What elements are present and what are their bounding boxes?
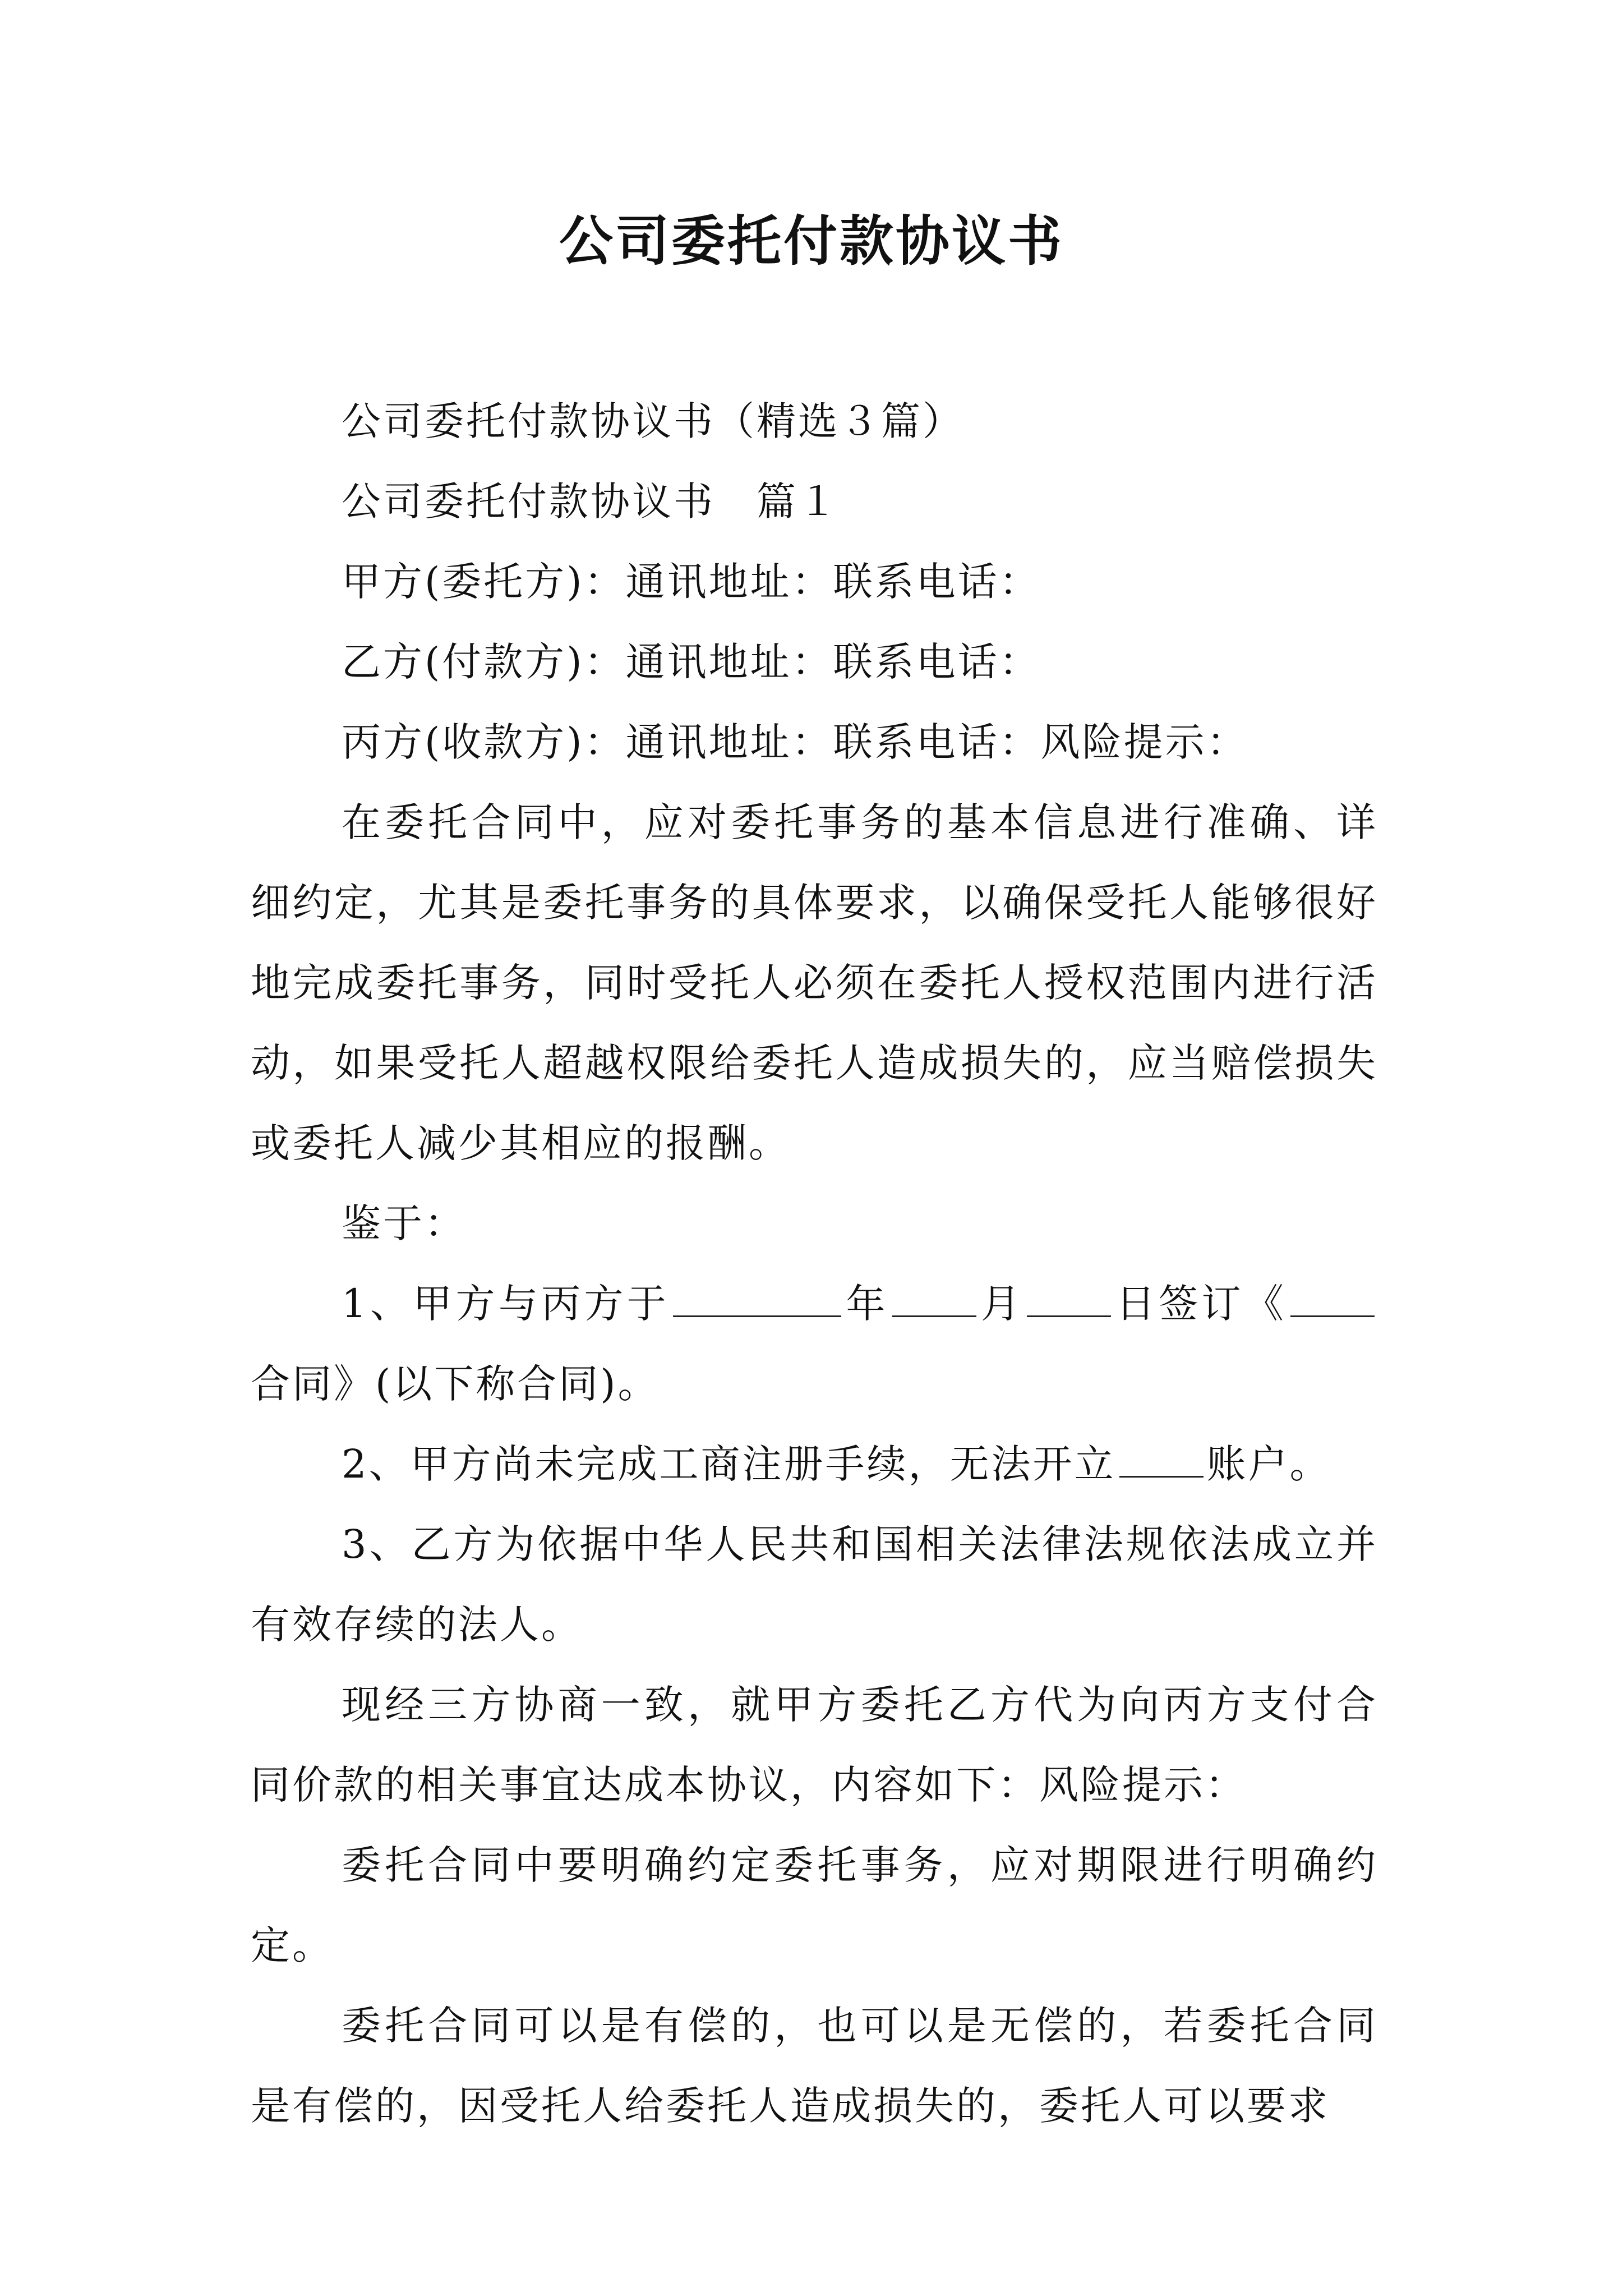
whereas-item-1 bbox=[251, 1264, 1378, 1424]
party-c-line: 丙方(收款方)：通讯地址：联系电话：风险提示： bbox=[342, 719, 1248, 765]
month-blank bbox=[892, 1280, 976, 1317]
whereas-label: 鉴于： bbox=[342, 1200, 466, 1246]
document-title: 公司委托付款协议书 bbox=[559, 210, 1064, 273]
item1-day-signed: 日签订《 bbox=[1114, 1281, 1288, 1327]
whereas-item-3: 3、乙方为依据中华人民共和国相关法律法规依法成立并有效存续的法人。 bbox=[251, 1521, 1378, 1648]
document-body bbox=[251, 381, 1378, 2146]
item2-suffix: 账户。 bbox=[1206, 1441, 1331, 1487]
party-a-line: 甲方(委托方)：通讯地址：联系电话： bbox=[342, 559, 1041, 605]
whereas-item-2 bbox=[251, 1424, 1378, 1504]
contract-name-blank bbox=[1290, 1280, 1375, 1317]
day-blank bbox=[1027, 1280, 1111, 1317]
year-blank bbox=[673, 1280, 841, 1317]
subtitle: 公司委托付款协议书（精选３篇） bbox=[342, 398, 964, 444]
agreement-intro: 现经三方协商一致，就甲方委托乙方代为向丙方支付合同价款的相关事宜达成本协议，内容如下：风险提示： bbox=[251, 1682, 1378, 1808]
section-heading: 公司委托付款协议书 篇１ bbox=[342, 478, 840, 524]
account-blank bbox=[1119, 1440, 1204, 1478]
party-b-line: 乙方(付款方)：通讯地址：联系电话： bbox=[342, 639, 1041, 685]
item1-prefix: 1、甲方与丙方于 bbox=[342, 1281, 670, 1327]
risk-paragraph-2: 委托合同中要明确约定委托事务，应对期限进行明确约定。 bbox=[251, 1842, 1378, 1968]
risk-paragraph-3: 委托合同可以是有偿的，也可以是无偿的，若委托合同是有偿的，因受托人给委托人造成损失的，委托人可以要求 bbox=[251, 2003, 1378, 2129]
item1-month: 月 bbox=[979, 1281, 1024, 1327]
item1-year: 年 bbox=[845, 1281, 889, 1327]
risk-paragraph-1: 在委托合同中，应对委托事务的基本信息进行准确、详细约定，尤其是委托事务的具体要求，以确保受托人能够很好地完成委托事务，同时受托人必须在委托人授权范围内进行活动，如果受托人超越权限给委托人造成损失的，应当赔偿损失或委托人减少其相应的报酬。 bbox=[251, 799, 1378, 1166]
item1-suffix: 合同》(以下称合同)。 bbox=[251, 1361, 660, 1407]
item2-prefix: 2、甲方尚未完成工商注册手续，无法开立 bbox=[342, 1441, 1116, 1487]
